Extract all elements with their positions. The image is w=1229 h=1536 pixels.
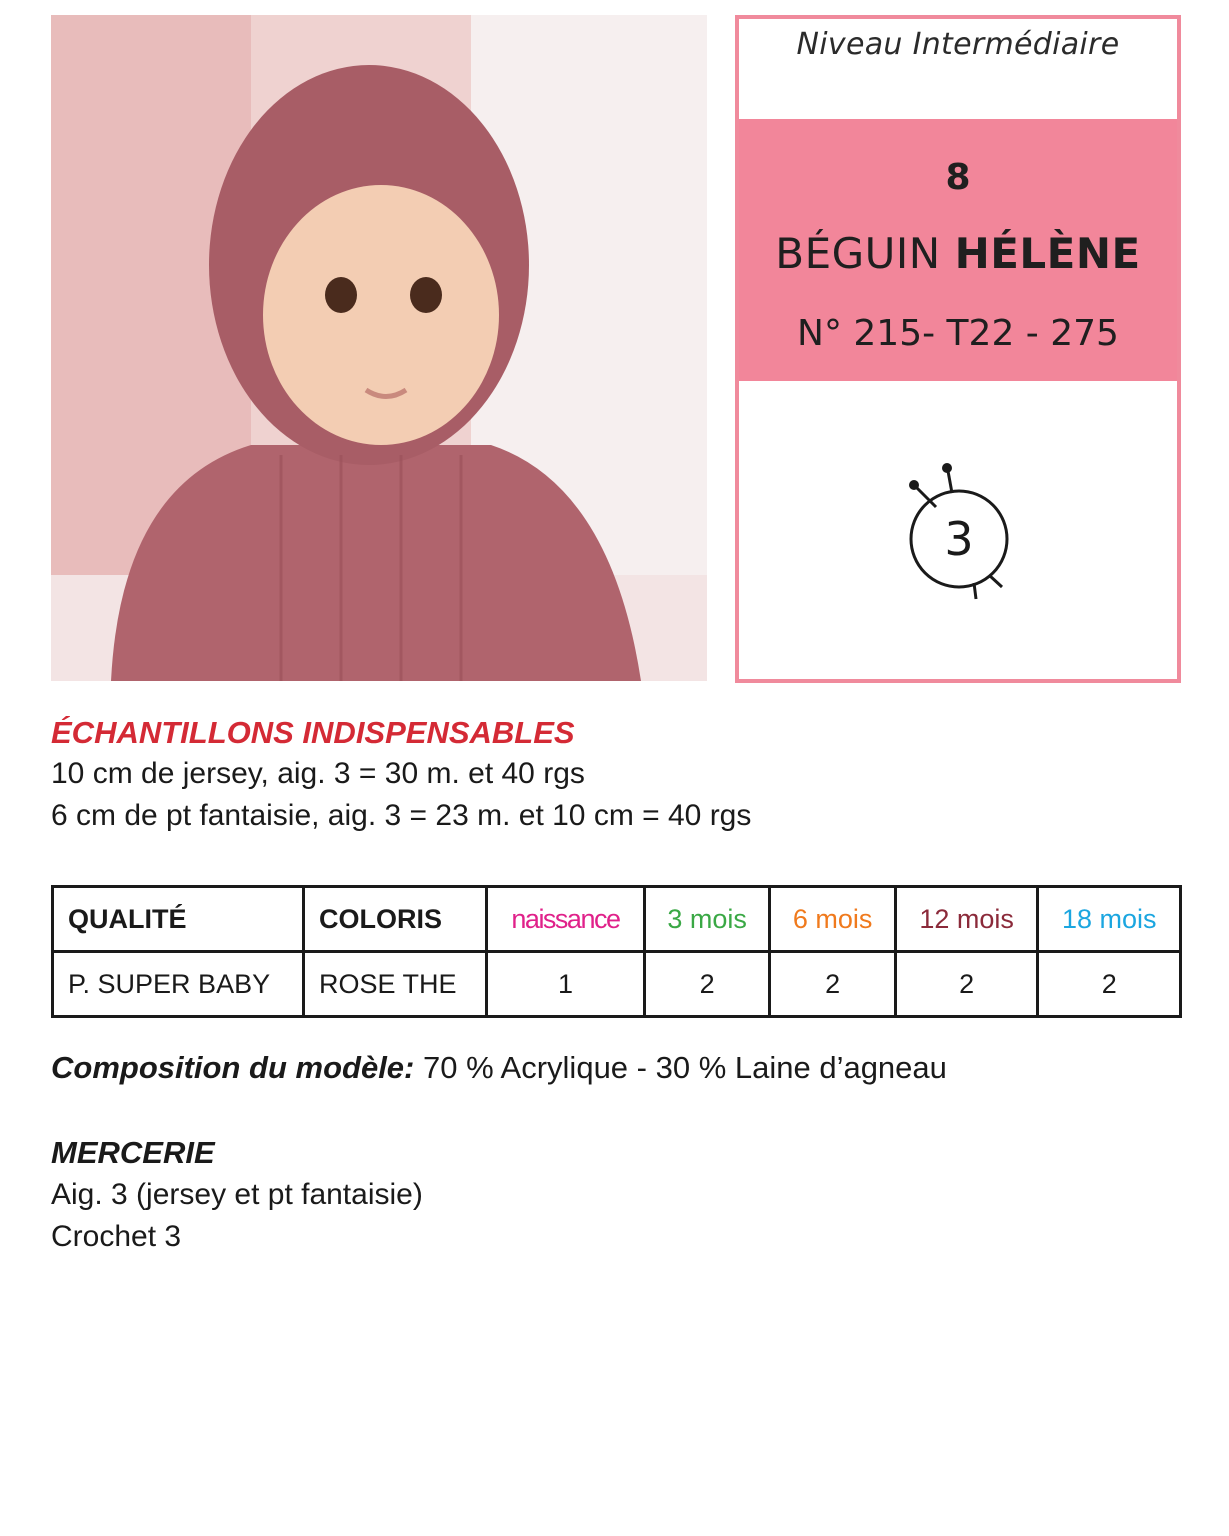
title-regular: BÉGUIN	[775, 229, 955, 278]
composition	[51, 1050, 947, 1086]
title-band	[739, 119, 1177, 381]
title-bold: HÉLÈNE	[954, 229, 1141, 278]
cell-12-mois: 2	[895, 952, 1038, 1017]
mercerie-title: MERCERIE	[51, 1135, 215, 1170]
header-18-mois: 18 mois	[1038, 887, 1181, 952]
header-naissance: naissance	[487, 887, 645, 952]
mercerie-line-1: Aig. 3 (jersey et pt fantaisie)	[51, 1178, 423, 1211]
sample-line-1: 10 cm de jersey, aig. 3 = 30 m. et 40 rgs	[51, 757, 585, 790]
samples-title: ÉCHANTILLONS INDISPENSABLES	[51, 715, 575, 750]
pattern-info-box	[735, 15, 1181, 683]
baby-photo	[51, 15, 707, 681]
mercerie-line-2: Crochet 3	[51, 1220, 182, 1253]
cell-18-mois: 2	[1038, 952, 1181, 1017]
header-coloris: COLORIS	[304, 887, 487, 952]
header-6-mois: 6 mois	[770, 887, 895, 952]
cell-coloris: ROSE THE	[304, 952, 487, 1017]
needle-size-value: 3	[944, 512, 974, 566]
header-3-mois: 3 mois	[644, 887, 769, 952]
composition-label: Composition du modèle:	[51, 1050, 415, 1085]
needle-size-icon	[904, 459, 1024, 609]
header-qualite: QUALITÉ	[53, 887, 304, 952]
header-12-mois: 12 mois	[895, 887, 1038, 952]
cell-6-mois: 2	[770, 952, 895, 1017]
table-header-row	[53, 887, 1181, 952]
cell-naissance: 1	[487, 952, 645, 1017]
composition-value: 70 % Acrylique - 30 % Laine d’agneau	[414, 1050, 947, 1085]
cell-3-mois: 2	[644, 952, 769, 1017]
table-row	[53, 952, 1181, 1017]
yarn-table	[51, 885, 1182, 1018]
difficulty-level: Niveau Intermédiaire	[796, 27, 1120, 62]
sample-line-2: 6 cm de pt fantaisie, aig. 3 = 23 m. et 10 cm = 40 rgs	[51, 799, 752, 832]
pattern-title	[739, 229, 1177, 278]
pattern-number: 8	[945, 157, 971, 198]
cell-qualite: P. SUPER BABY	[53, 952, 304, 1017]
pattern-refs: N° 215- T22 - 275	[797, 313, 1119, 354]
